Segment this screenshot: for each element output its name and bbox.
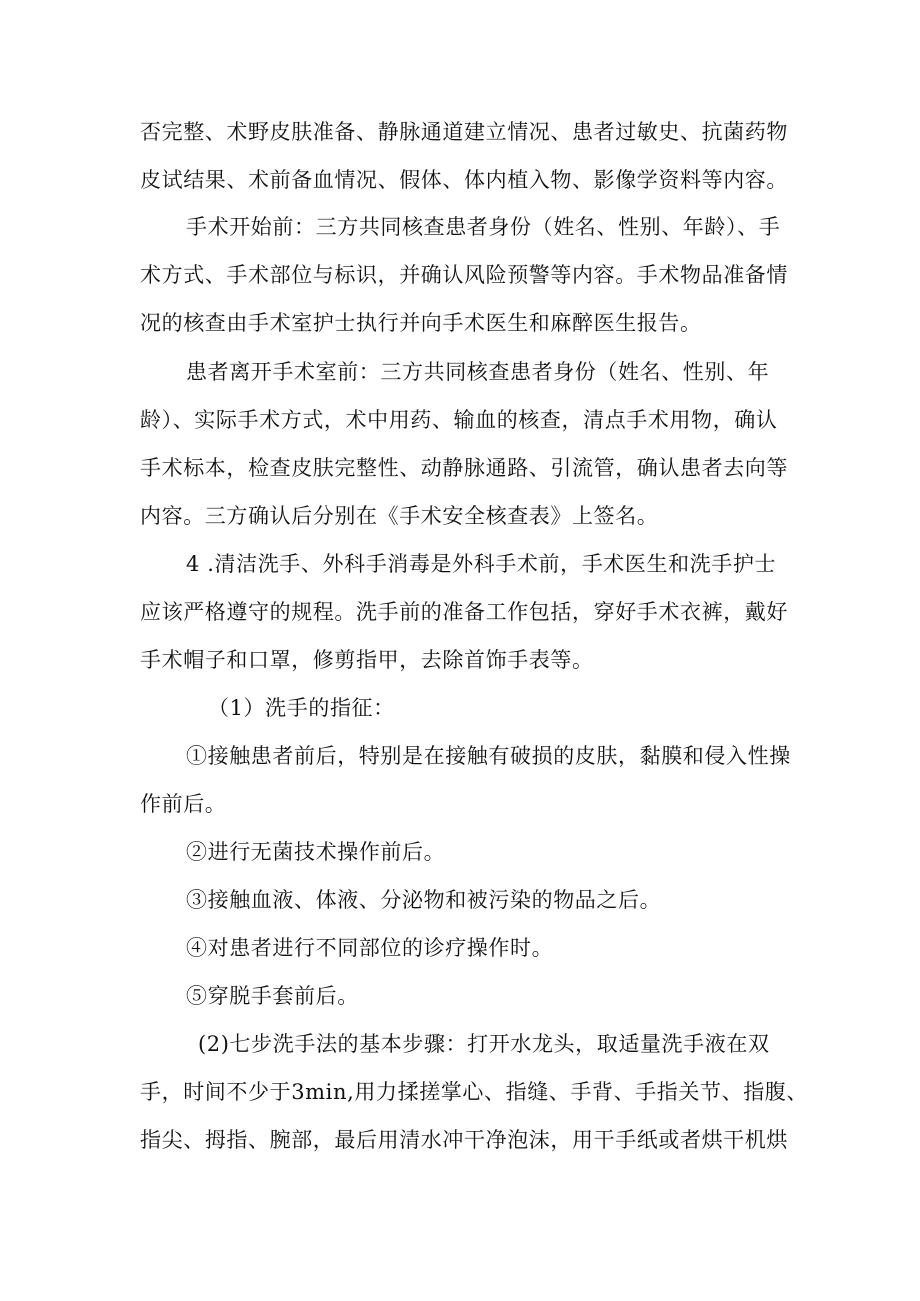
text-line: 术方式、手术部位与标识，并确认风险预警等内容。手术物品准备情	[140, 263, 788, 287]
paragraph-start-line: (2)七步洗手法的基本步骤：打开水龙头，取适量洗手液在双	[198, 1032, 770, 1056]
text-line: 手术帽子和口罩，修剪指甲，去除首饰手表等。	[140, 648, 594, 672]
paragraph-start-line: 手术开始前：三方共同核查患者身份（姓名、性别、年龄）、手	[186, 215, 781, 239]
subheading-line: （1）洗手的指征：	[208, 696, 395, 720]
paragraph-start-line: 患者离开手术室前：三方共同核查患者身份（姓名、性别、年	[186, 360, 770, 384]
text-line: 龄）、实际手术方式，术中用药、输血的核查，清点手术用物，确认	[140, 408, 778, 432]
list-item: ③接触血液、体液、分泌物和被污染的物品之后。	[186, 888, 662, 912]
text-line: 指尖、拇指、腕部，最后用清水冲干净泡沫，用干手纸或者烘干机烘	[140, 1128, 788, 1152]
text-line: 应该严格遵守的规程。洗手前的准备工作包括，穿好手术衣裤，戴好	[140, 600, 788, 624]
text-line: 作前后。	[140, 792, 227, 816]
list-item: ⑤穿脱手套前后。	[186, 984, 359, 1008]
list-item: ②进行无菌技术操作前后。	[186, 840, 446, 864]
text-line: 内容。三方确认后分别在《手术安全核查表》上签名。	[140, 504, 659, 528]
list-item: ④对患者进行不同部位的诊疗操作时。	[186, 936, 554, 960]
text-line: 手术标本，检查皮肤完整性、动静脉通路、引流管，确认患者去向等	[140, 456, 788, 480]
text-line: 否完整、术野皮肤准备、静脉通道建立情况、患者过敏史、抗菌药物	[140, 120, 788, 144]
text-line: 手，时间不少于3min,用力揉搓掌心、指缝、手背、手指关节、指腹、	[140, 1080, 808, 1104]
text-line: 况的核查由手术室护士执行并向手术医生和麻醉医生报告。	[140, 311, 702, 335]
list-item: ①接触患者前后，特别是在接触有破损的皮肤，黏膜和侵入性操	[186, 744, 791, 768]
text-line: 皮试结果、术前备血情况、假体、体内植入物、影像学资料等内容。	[140, 168, 788, 192]
paragraph-start-line: 4 .清洁洗手、外科手消毒是外科手术前，手术医生和洗手护士	[186, 552, 777, 576]
